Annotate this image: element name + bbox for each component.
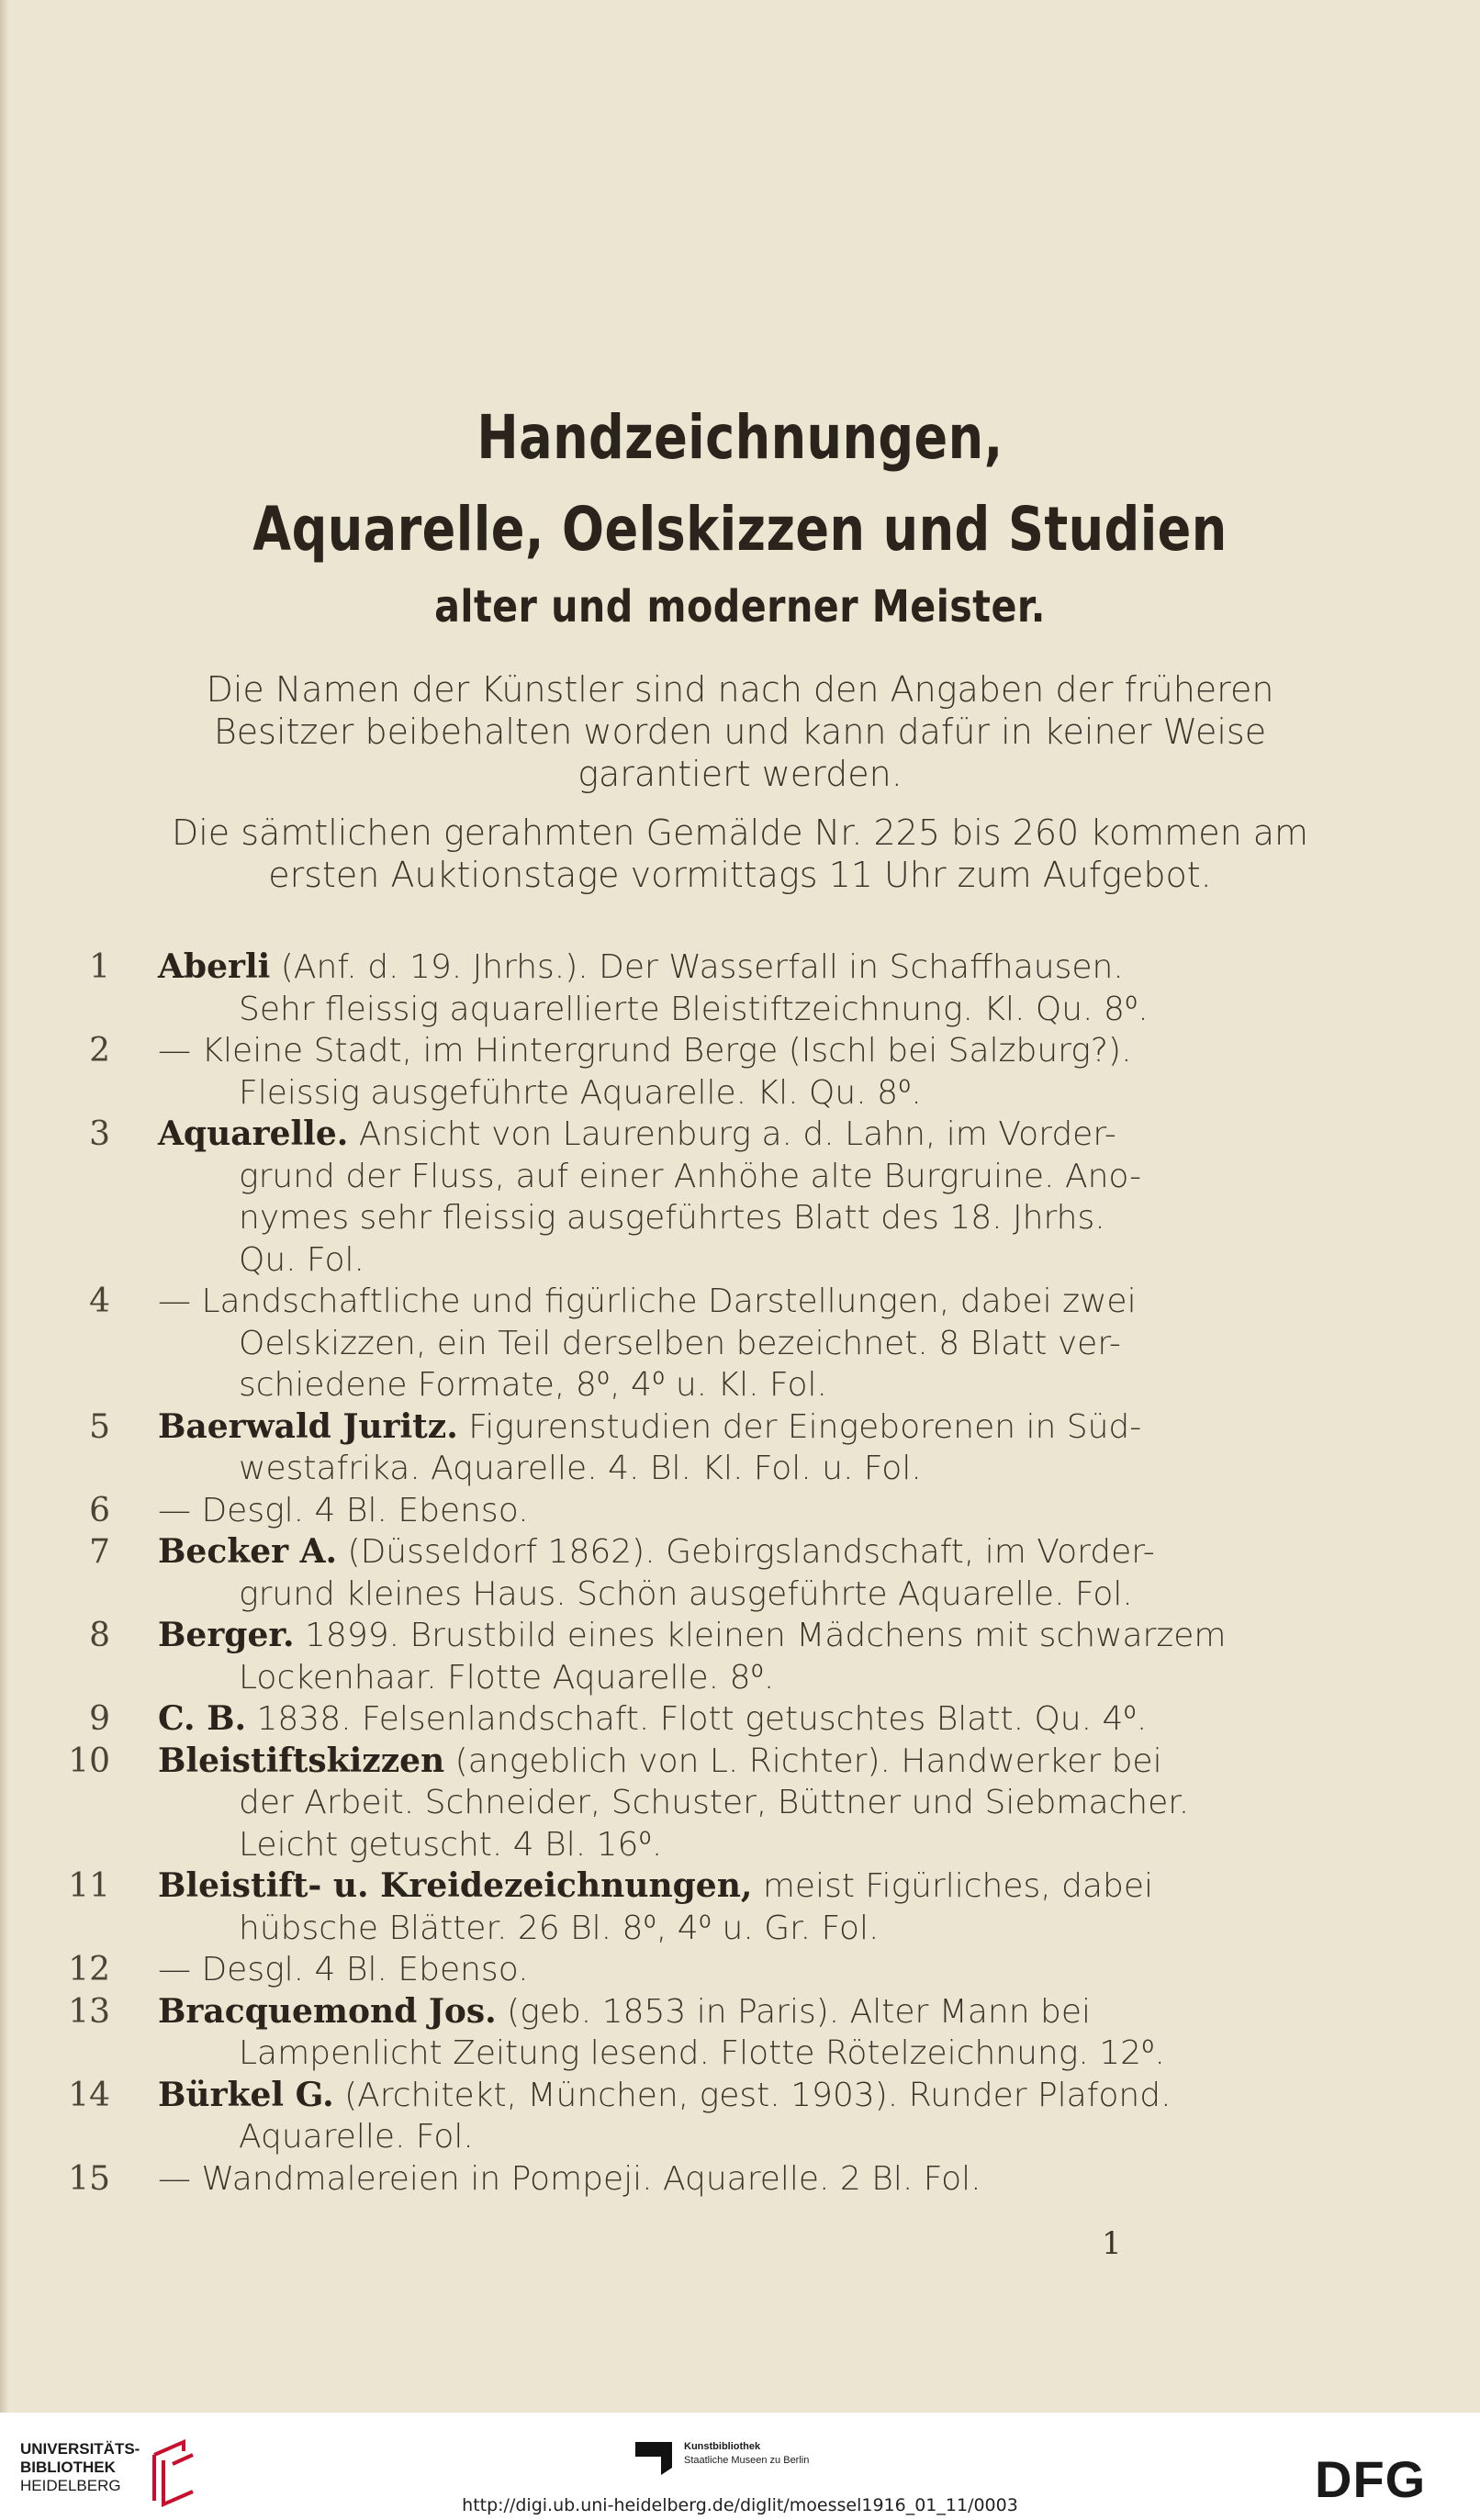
entry-line [0, 1991, 1480, 2033]
dfg-logo: DFG [1315, 2450, 1427, 2508]
catalog-entry [0, 1698, 1480, 1741]
entry-number: 6 [89, 1491, 110, 1529]
entry-description: (Architekt, München, gest. 1903). Runder Plafond. [333, 2076, 1172, 2114]
entry-description: Lockenhaar. Flotte Aquarelle. 8⁰. [239, 1658, 775, 1697]
artist-name: Becker A. [158, 1532, 338, 1571]
entry-number: 4 [89, 1282, 110, 1320]
entry-description: (geb. 1853 in Paris). Alter Mann bei [496, 1992, 1091, 2031]
entry-text [158, 1698, 1147, 1740]
catalog-entry [0, 1991, 1480, 2075]
notice-line: garantiert werden. [577, 754, 903, 794]
entry-line [0, 1908, 1480, 1950]
notice-paragraph-2 [55, 812, 1425, 896]
entry-text [239, 1072, 922, 1114]
kunstbibliothek-logo-icon [633, 2436, 674, 2477]
footer-bar [0, 2413, 1480, 2520]
entry-line [0, 1114, 1480, 1156]
catalog-entry [0, 1531, 1480, 1615]
artist-name: Aberli [158, 947, 271, 986]
entry-line [0, 1490, 1480, 1532]
catalog-entry [0, 1114, 1480, 1281]
catalog-entry [0, 2158, 1480, 2201]
entry-line [0, 1323, 1480, 1365]
entry-description: Figurenstudien der Eingeborenen in Süd- [457, 1407, 1142, 1446]
entry-line [0, 1865, 1480, 1908]
kb-line-2: Staatliche Museen zu Berlin [684, 2455, 810, 2466]
entry-text [158, 1490, 529, 1531]
entry-line [0, 1448, 1480, 1490]
entry-text [158, 1531, 1155, 1573]
uni-line-1: UNIVERSITÄTS- [20, 2440, 140, 2458]
entry-description: — Wandmalereien in Pompeji. Aquarelle. 2 Bl. Fol. [158, 2159, 981, 2198]
entry-line [0, 1657, 1480, 1699]
entry-number: 12 [68, 1951, 110, 1988]
entry-number: 15 [68, 2159, 110, 2198]
entry-number: 3 [89, 1115, 110, 1153]
entry-text [239, 1239, 364, 1281]
entry-text [239, 2033, 1165, 2074]
entry-description: (Düsseldorf 1862). Gebirgslandschaft, im Vorder- [337, 1533, 1155, 1571]
entry-text [158, 1991, 1091, 2033]
entry-line [0, 2158, 1480, 2201]
entry-line [0, 1741, 1480, 1783]
entry-text [158, 1114, 1116, 1155]
entry-line [0, 1156, 1480, 1198]
catalog-entry [0, 1741, 1480, 1866]
entry-line [0, 1782, 1480, 1824]
entry-text [239, 1364, 827, 1406]
entry-description: grund der Fluss, auf einer Anhöhe alte Burgruine. Ano- [239, 1157, 1142, 1195]
entry-number: 1 [89, 948, 110, 986]
entry-text [158, 1949, 529, 1990]
catalog-entry [0, 1490, 1480, 1532]
entry-text [239, 1197, 1105, 1238]
entry-line [0, 1406, 1480, 1449]
entry-number: 2 [89, 1032, 110, 1070]
entry-description: Ansicht von Laurenburg a. d. Lahn, im Vorder- [348, 1115, 1116, 1153]
university-library-logo [20, 2440, 140, 2495]
entry-text [158, 1741, 1162, 1782]
entry-number: 9 [89, 1700, 110, 1738]
catalog-entry [0, 946, 1480, 1030]
entry-text [158, 1865, 1153, 1907]
entry-text [158, 946, 1124, 988]
catalog-entry [0, 2075, 1480, 2158]
entry-line [0, 1197, 1480, 1239]
entry-number: 5 [89, 1407, 110, 1446]
entry-text [158, 2158, 981, 2200]
entry-text [158, 1406, 1141, 1448]
entry-description: nymes sehr fleissig ausgeführtes Blatt des 18. Jhrhs. [239, 1199, 1105, 1237]
entry-line [0, 1698, 1480, 1741]
entry-number: 13 [68, 1992, 110, 2031]
notice-line: Besitzer beibehalten worden und kann dafür in keiner Weise [213, 711, 1267, 752]
entry-line [0, 1574, 1480, 1616]
kb-line-1: Kunstbibliothek [684, 2441, 761, 2452]
entry-description: — Landschaftliche und figürliche Darstellungen, dabei zwei [158, 1282, 1137, 1320]
notice-line: ersten Auktionstage vormittags 11 Uhr zum Aufgebot. [268, 855, 1212, 895]
catalog-entry [0, 1615, 1480, 1698]
artist-name: Bleistiftskizzen [158, 1741, 445, 1780]
entry-description: Fleissig ausgeführte Aquarelle. Kl. Qu. 8⁰. [239, 1073, 922, 1112]
page-number: 1 [1102, 2225, 1122, 2262]
artist-name: Baerwald Juritz. [158, 1406, 458, 1446]
entry-number: 8 [89, 1617, 110, 1654]
artist-name: Bracquemond Jos. [158, 1991, 497, 2031]
entry-line [0, 989, 1480, 1031]
entry-text [239, 1824, 662, 1865]
entry-line [0, 1531, 1480, 1574]
entry-line [0, 1239, 1480, 1282]
entry-description: 1899. Brustbild eines kleinen Mädchens mit schwarzem [294, 1617, 1227, 1654]
entry-description: — Desgl. 4 Bl. Ebenso. [158, 1491, 529, 1529]
entry-text [239, 1156, 1141, 1197]
entry-number: 11 [68, 1867, 110, 1905]
entry-text [239, 1657, 774, 1698]
entry-description: (angeblich von L. Richter). Handwerker bei [444, 1742, 1162, 1780]
catalog-entry [0, 1949, 1480, 1991]
uni-line-2: BIBLIOTHEK [20, 2458, 116, 2476]
entry-description: Aquarelle. Fol. [239, 2118, 474, 2156]
notice-line: Die sämtlichen gerahmten Gemälde Nr. 225 bis 260 kommen am [171, 812, 1309, 853]
entry-description: Leicht getuscht. 4 Bl. 16⁰. [239, 1825, 663, 1864]
entry-description: meist Figürliches, dabei [752, 1867, 1154, 1905]
entry-description: Lampenlicht Zeitung lesend. Flotte Rötelzeichnung. 12⁰. [239, 2034, 1165, 2072]
entry-number: 14 [68, 2076, 110, 2114]
entry-text [239, 1448, 922, 1489]
artist-name: Berger. [158, 1616, 295, 1654]
catalog-entry [0, 1865, 1480, 1949]
entry-line [0, 2075, 1480, 2117]
entry-line [0, 946, 1480, 989]
entry-line [0, 1949, 1480, 1991]
entry-description: westafrika. Aquarelle. 4. Bl. Kl. Fol. u. Fol. [239, 1450, 922, 1487]
entry-text [239, 1574, 1133, 1615]
entry-line [0, 2033, 1480, 2075]
entry-description: Oelskizzen, ein Teil derselben bezeichnet. 8 Blatt ver- [239, 1324, 1121, 1362]
entry-text [239, 1908, 879, 1949]
entry-text [239, 1782, 1189, 1823]
entry-description: — Desgl. 4 Bl. Ebenso. [158, 1951, 529, 1988]
kunstbibliothek-text [684, 2440, 809, 2468]
artist-name: Bürkel G. [158, 2075, 334, 2114]
entry-description: der Arbeit. Schneider, Schuster, Büttner und Siebmacher. [239, 1784, 1190, 1821]
catalog-entry [0, 1406, 1480, 1490]
entry-text [158, 1281, 1137, 1322]
entry-description: Sehr fleissig aquarellierte Bleistiftzeichnung. Kl. Qu. 8⁰. [239, 990, 1149, 1028]
entry-text [239, 1323, 1121, 1364]
artist-name: Aquarelle. [158, 1114, 349, 1153]
entry-line [0, 1030, 1480, 1072]
entry-line [0, 2116, 1480, 2158]
entry-number: 10 [68, 1742, 110, 1780]
source-url: http://digi.ub.uni-heidelberg.de/diglit/moessel1916_01_11/0003 [462, 2495, 1018, 2515]
entry-text [239, 989, 1149, 1030]
entry-number: 7 [89, 1533, 110, 1571]
entry-description: Qu. Fol. [239, 1240, 364, 1279]
artist-name: C. B. [158, 1699, 247, 1738]
catalog-entries [0, 946, 1480, 2200]
entry-description: 1838. Felsenlandschaft. Flott getuschtes Blatt. Qu. 4⁰. [246, 1700, 1148, 1738]
entry-description: hübsche Blätter. 26 Bl. 8⁰, 4⁰ u. Gr. Fol. [239, 1909, 880, 1947]
catalog-entry [0, 1030, 1480, 1114]
entry-line [0, 1364, 1480, 1406]
entry-line [0, 1824, 1480, 1866]
entry-description: (Anf. d. 19. Jhrhs.). Der Wasserfall in Schaffhausen. [270, 948, 1124, 986]
notice-line: Die Namen der Künstler sind nach den Angaben der früheren [206, 669, 1274, 710]
entry-description: schiedene Formate, 8⁰, 4⁰ u. Kl. Fol. [239, 1366, 827, 1404]
entry-description: grund kleines Haus. Schön ausgeführte Aquarelle. Fol. [239, 1574, 1133, 1613]
entry-description: — Kleine Stadt, im Hintergrund Berge (Ischl bei Salzburg?). [158, 1032, 1132, 1070]
entry-line [0, 1281, 1480, 1323]
uni-line-3: HEIDELBERG [20, 2477, 121, 2494]
notice-paragraph-1 [55, 668, 1425, 795]
title-line-2: Aquarelle, Oelskizzen und Studien [252, 494, 1228, 565]
entry-line [0, 1072, 1480, 1114]
entry-text [239, 2116, 474, 2157]
entry-text [158, 1615, 1226, 1656]
artist-name: Bleistift- u. Kreidezeichnungen, [158, 1866, 753, 1905]
title-line-1: Handzeichnungen, [477, 402, 1003, 473]
entry-line [0, 1615, 1480, 1657]
catalog-entry [0, 1281, 1480, 1406]
title-line-3: alter und moderner Meister. [434, 581, 1046, 633]
entry-text [158, 1030, 1132, 1071]
entry-text [158, 2075, 1172, 2116]
